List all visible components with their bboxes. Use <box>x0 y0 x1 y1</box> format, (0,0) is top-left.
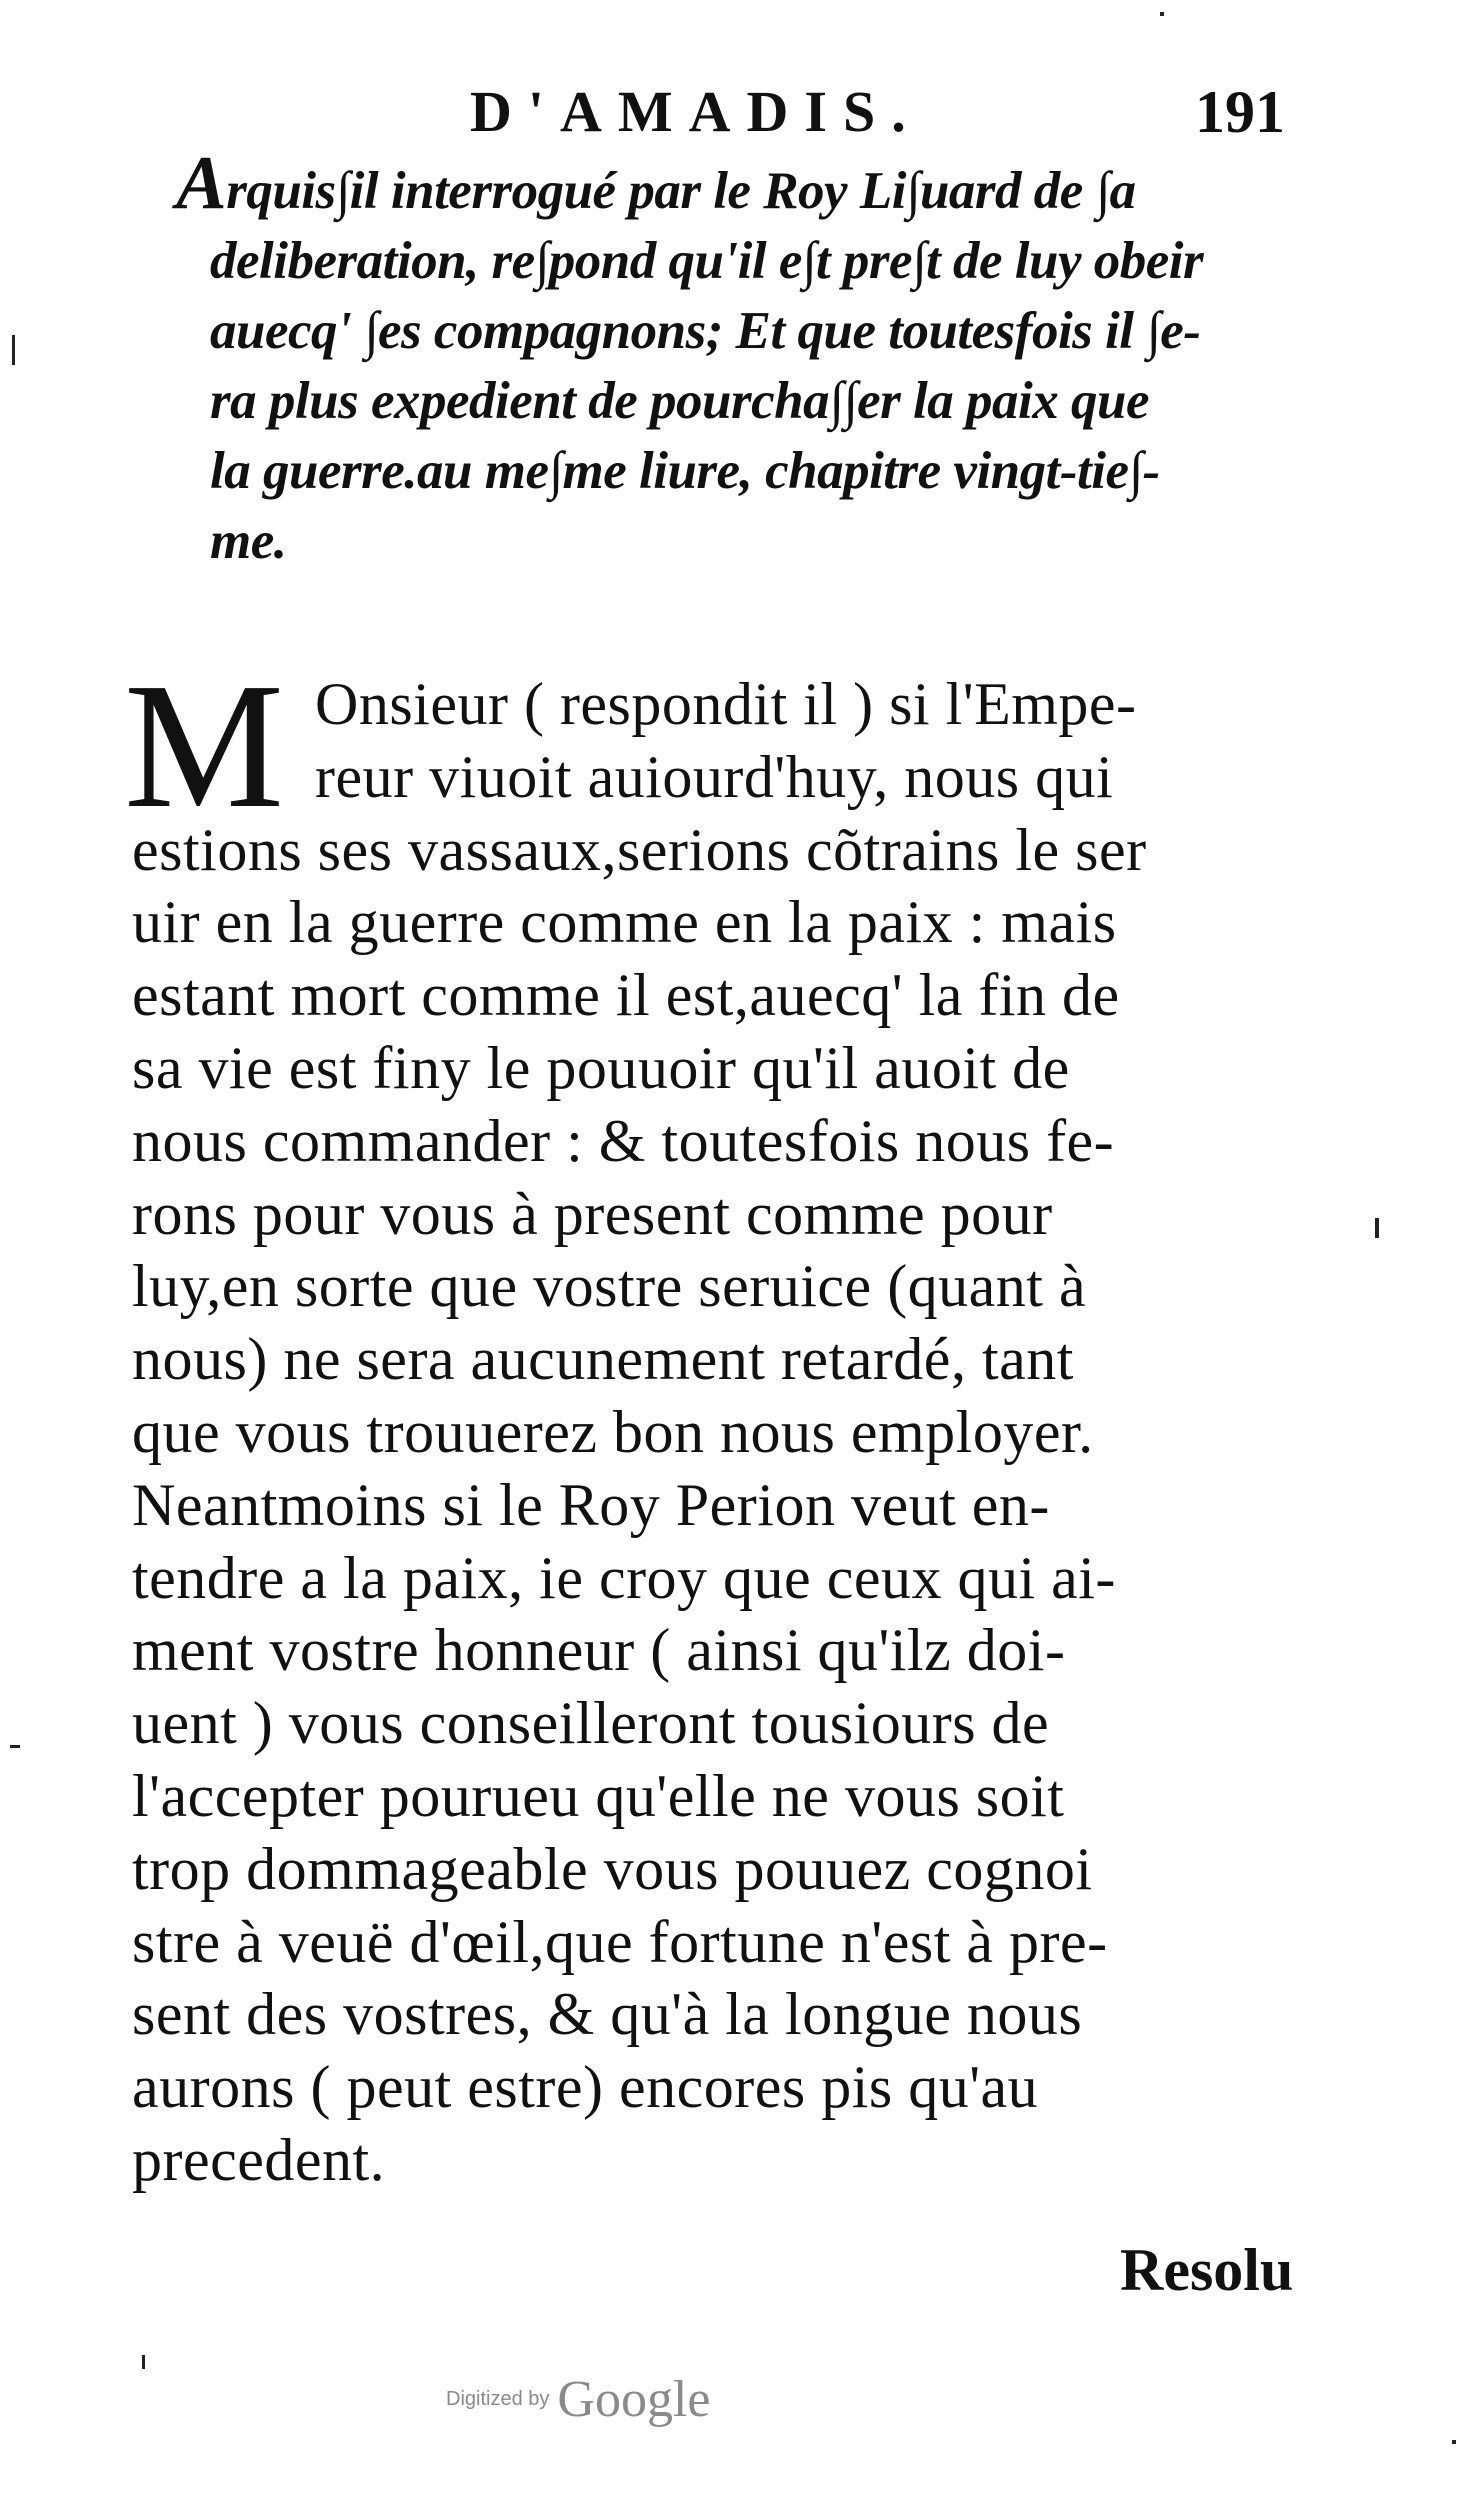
body-line: uent ) vous conseilleront tousiours de <box>132 1690 1050 1757</box>
body-line: ment vostre honneur ( ainsi qu'ilz doi- <box>132 1617 1066 1684</box>
body-line: luy,en sorte que vostre seruice (quant à <box>132 1253 1087 1320</box>
body-line: precedent. <box>132 2126 386 2193</box>
body-line: stre à veuë d'œil,que fortune n'est à pre- <box>132 1908 1108 1975</box>
body-line: Neantmoins si le Roy Perion veut en- <box>132 1471 1050 1538</box>
summary-line: auecq' ∫es compagnons; Et que toutesfois il ∫e- <box>210 302 1201 360</box>
running-title: D'AMADIS. <box>470 79 922 144</box>
page-header <box>0 78 1467 148</box>
body-line: tendre a la paix, ie croy que ceux qui ai- <box>132 1544 1116 1611</box>
body-line: nous commander : & toutesfois nous fe- <box>132 1107 1115 1174</box>
body-line: sa vie est finy le pouuoir qu'il auoit de <box>132 1034 1070 1101</box>
drop-cap: M <box>124 646 285 845</box>
body-line: aurons ( peut estre) encores pis qu'au <box>132 2054 1039 2121</box>
summary-line-text: rquis∫il interrogué par le Roy Li∫uard de ∫a <box>226 162 1136 220</box>
summary-line <box>176 141 1333 226</box>
body-line: l'accepter pourueu qu'elle ne vous soit <box>132 1762 1065 1829</box>
body-line: que vous trouuerez bon nous employer. <box>132 1398 1094 1465</box>
body-line: trop dommageable vous pouuez cognoi <box>132 1835 1093 1902</box>
page-number: 191 <box>1195 79 1285 145</box>
body-line: reur viuoit auiourd'huy, nous qui <box>315 743 1114 810</box>
body-line: uir en la guerre comme en la paix : mais <box>132 889 1117 956</box>
margin-mark <box>10 1745 20 1748</box>
body-line: Onsieur ( respondit il ) si l'Empe- <box>315 671 1137 737</box>
digitization-watermark <box>446 2370 710 2429</box>
summary-line: ra plus expedient de pourcha∫∫er la paix que <box>210 372 1149 430</box>
summary-initial: A <box>176 141 227 225</box>
margin-mark <box>142 2355 145 2369</box>
summary-line: deliberation, re∫pond qu'il e∫t pre∫t de luy obeir <box>210 232 1204 290</box>
chapter-summary <box>138 141 1333 576</box>
body-line: estant mort comme il est,auecq' la fin de <box>132 962 1120 1029</box>
margin-mark <box>1160 12 1164 16</box>
digitized-by-label: Digitized by <box>446 2388 550 2410</box>
body-line: nous) ne sera aucunement retardé, tant <box>132 1326 1074 1393</box>
catchword: Resolu <box>1120 2237 1294 2303</box>
body-line: rons pour vous à present comme pour <box>132 1180 1053 1247</box>
margin-mark <box>12 335 15 365</box>
body-text <box>124 646 1322 2197</box>
summary-line: me. <box>210 512 287 570</box>
margin-mark <box>1375 1218 1379 1238</box>
margin-mark <box>1452 2440 1456 2444</box>
body-line: estions ses vassaux,serions cõtrains le ser <box>132 816 1147 883</box>
google-logo: Google <box>557 2371 711 2428</box>
summary-line: la guerre.au me∫me liure, chapitre vingt-tie∫- <box>210 442 1160 500</box>
body-line: sent des vostres, & qu'à la longue nous <box>132 1981 1083 2048</box>
